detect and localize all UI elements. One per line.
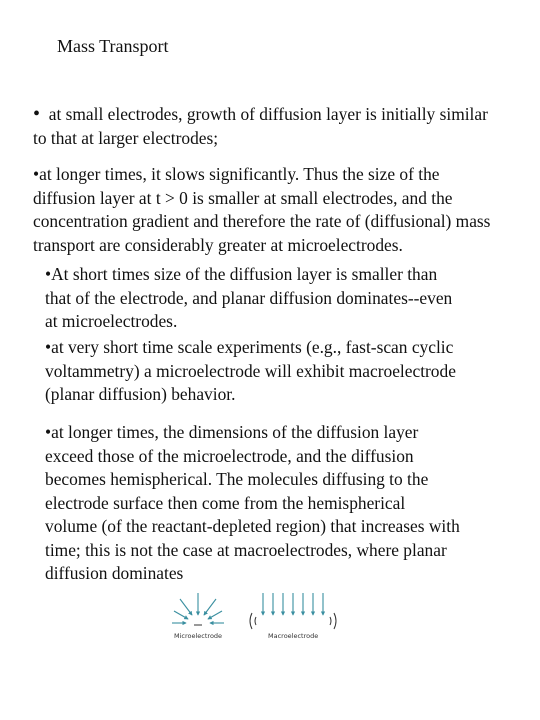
- paragraph-5-line-1: at longer times, the dimensions of the diffusion layer: [51, 422, 419, 442]
- macroelectrode-label: Macroelectrode: [268, 632, 319, 640]
- paragraph-3-line-2: that of the electrode, and planar diffusion dominates--even: [45, 287, 453, 308]
- paragraph-5-line-6: time; this is not the case at macroelectrodes, where planar: [45, 539, 447, 560]
- microelectrode-label: Microelectrode: [174, 632, 223, 640]
- paragraph-3-line-3: at microelectrodes.: [45, 311, 178, 331]
- paragraph-2-line-4: transport are considerably greater at microelectrodes.: [33, 234, 403, 255]
- macro-planar-arrows: [263, 593, 323, 615]
- paragraph-2-line-1: at longer times, it slows significantly. Thus the size of the: [39, 164, 440, 184]
- paragraph-3-line-1: At short times size of the diffusion layer is smaller than: [51, 264, 438, 284]
- bullet: •: [45, 422, 52, 442]
- paragraph-2-line-2: diffusion layer at t > 0 is smaller at small electrodes, and the: [33, 187, 453, 208]
- paragraph-4: [45, 336, 456, 407]
- paragraph-5-line-7: diffusion dominates: [45, 563, 184, 583]
- paragraph-5-line-5: volume (of the reactant-depleted region) that increases with: [45, 516, 460, 536]
- bullet: •: [33, 103, 41, 125]
- paragraph-1: [33, 103, 488, 150]
- paragraph-2-line-3: concentration gradient and therefore the rate of (diffusional) mass: [33, 211, 491, 231]
- paragraph-5: [45, 421, 460, 586]
- bullet: •: [45, 264, 52, 284]
- bullet: •: [33, 164, 40, 184]
- paragraph-4-line-2: voltammetry) a microelectrode will exhibit macroelectrode: [45, 360, 456, 381]
- micro-radial-arrows: [172, 593, 224, 623]
- paragraph-4-line-1: at very short time scale experiments (e.g., fast-scan cyclic: [51, 337, 454, 357]
- macro-edge-curves: [250, 613, 336, 629]
- diffusion-figure: [168, 585, 368, 645]
- paragraph-3: [45, 263, 452, 334]
- paragraph-4-line-3: (planar diffusion) behavior.: [45, 384, 236, 404]
- paragraph-1-line-1: at small electrodes, growth of diffusion layer is initially similar: [48, 104, 488, 124]
- paragraph-5-line-4: electrode surface then come from the hemispherical: [45, 492, 406, 513]
- paragraph-5-line-3: becomes hemispherical. The molecules diffusing to the: [45, 469, 429, 489]
- page-title: Mass Transport: [57, 36, 169, 56]
- paragraph-5-line-2: exceed those of the microelectrode, and the diffusion: [45, 445, 414, 466]
- paragraph-2: [33, 163, 490, 257]
- bullet: •: [45, 337, 52, 357]
- paragraph-1-line-2: to that at larger electrodes;: [33, 127, 219, 148]
